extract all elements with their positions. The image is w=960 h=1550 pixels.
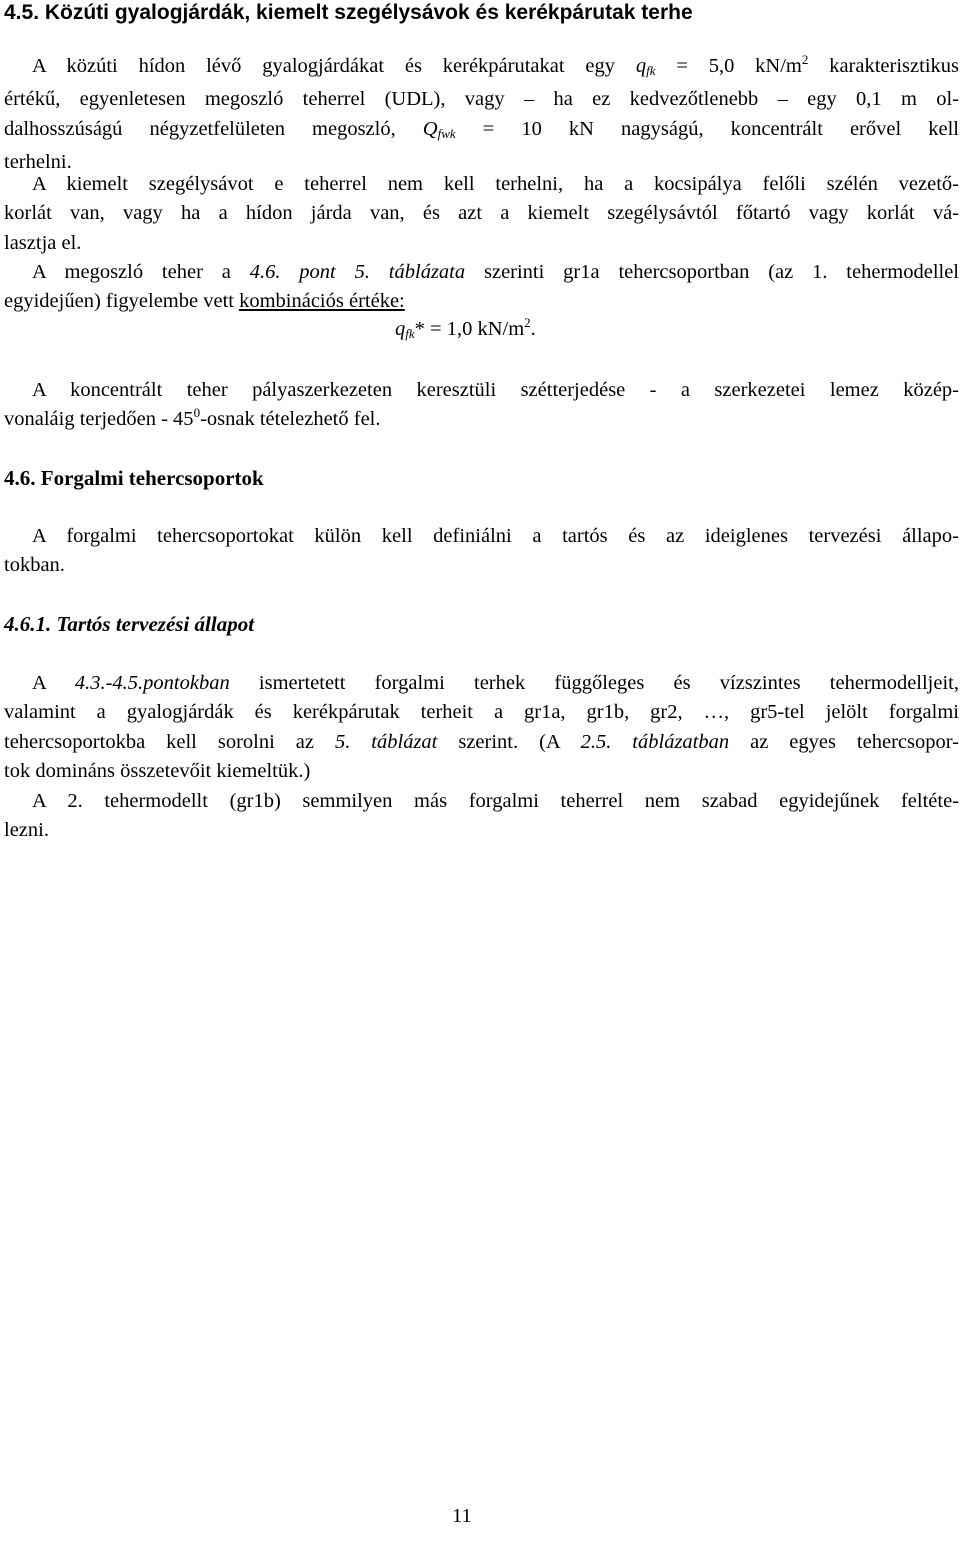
- text-line: értékű, egyenletesen megoszló teherrel (UDL), vagy – ha ez kedvezőtlenebb – egy 0,1 m ol-: [4, 88, 959, 111]
- text-line: tehercsoportokba kell sorolni az 5. táblázat szerint. (A 2.5. táblázatban az egyes tehercsopor-: [4, 730, 959, 753]
- text-line: A 2. tehermodellt (gr1b) semmilyen más forgalmi teherrel nem szabad egyidejűnek feltéte-: [32, 790, 959, 812]
- text-line: tokban.: [4, 554, 65, 577]
- page-number: 11: [452, 1505, 472, 1527]
- text-line: dalhosszúságú négyzetfelületen megoszló, $Q_{fwk} = 10$ kN nagyságú, koncentrált erővel kell: [4, 117, 959, 141]
- text-line: A 4.3.-4.5.pontokban ismertetett forgalmi terhek függőleges és vízszintes tehermodelljeit,: [32, 672, 959, 694]
- text-line: A koncentrált teher pályaszerkezeten keresztüli szétterjedése - a szerkezetei lemez közép-: [32, 379, 959, 401]
- paragraph-traffic-groups: [4, 522, 959, 581]
- formula-qfk: $q_{fk}* = 1,0$ $kN/m^2$.: [395, 315, 536, 341]
- paragraph-spread: [4, 376, 959, 435]
- text-line: lasztja el.: [4, 231, 82, 254]
- paragraph-kerb-strip: [4, 170, 959, 258]
- paragraph-persistent-state: [4, 669, 959, 787]
- text-line: A forgalmi tehercsoportokat külön kell definiálni a tartós és az ideiglenes tervezési állapo-: [32, 525, 959, 547]
- section-heading-4-6-1: 4.6.1. Tartós tervezési állapot: [4, 612, 255, 636]
- text-line: A megoszló teher a 4.6. pont 5. táblázata szerinti gr1a tehercsoportban (az 1. tehermodellel: [32, 261, 959, 283]
- text-line: terhelni.: [4, 151, 72, 174]
- paragraph-load-model-2: [4, 787, 959, 846]
- text-line: egyidejűen) figyelembe vett kombinációs értéke:: [4, 290, 405, 313]
- text-line: A közúti hídon lévő gyalogjárdákat és kerékpárutakat egy $q_{fk} = 5,0$ $kN/m^2$ karakterisztikus: [32, 52, 959, 78]
- section-heading-4-6: 4.6. Forgalmi tehercsoportok: [4, 466, 264, 490]
- paragraph-combination-value: [4, 258, 959, 317]
- text-line: valamint a gyalogjárdák és kerékpárutak terheit a gr1a, gr1b, gr2, …, gr5-tel jelölt forgalmi: [4, 701, 959, 724]
- text-line: A kiemelt szegélysávot e teherrel nem kell terhelni, ha a kocsipálya felőli szélén vezető-: [32, 173, 959, 195]
- text-line: vonaláig terjedően - $45^0$-osnak tételezhető fel.: [4, 405, 381, 431]
- text-line: lezni.: [4, 819, 49, 842]
- section-heading-4-5: 4.5. Közúti gyalogjárdák, kiemelt szegélysávok és kerékpárutak terhe: [4, 1, 693, 24]
- text-line: tok domináns összetevőit kiemeltük.): [4, 760, 311, 783]
- text-line: korlát van, vagy ha a hídon járda van, és azt a kiemelt szegélysávtól főtartó vagy korlát vá-: [4, 202, 959, 225]
- paragraph-footway-load: [4, 52, 959, 178]
